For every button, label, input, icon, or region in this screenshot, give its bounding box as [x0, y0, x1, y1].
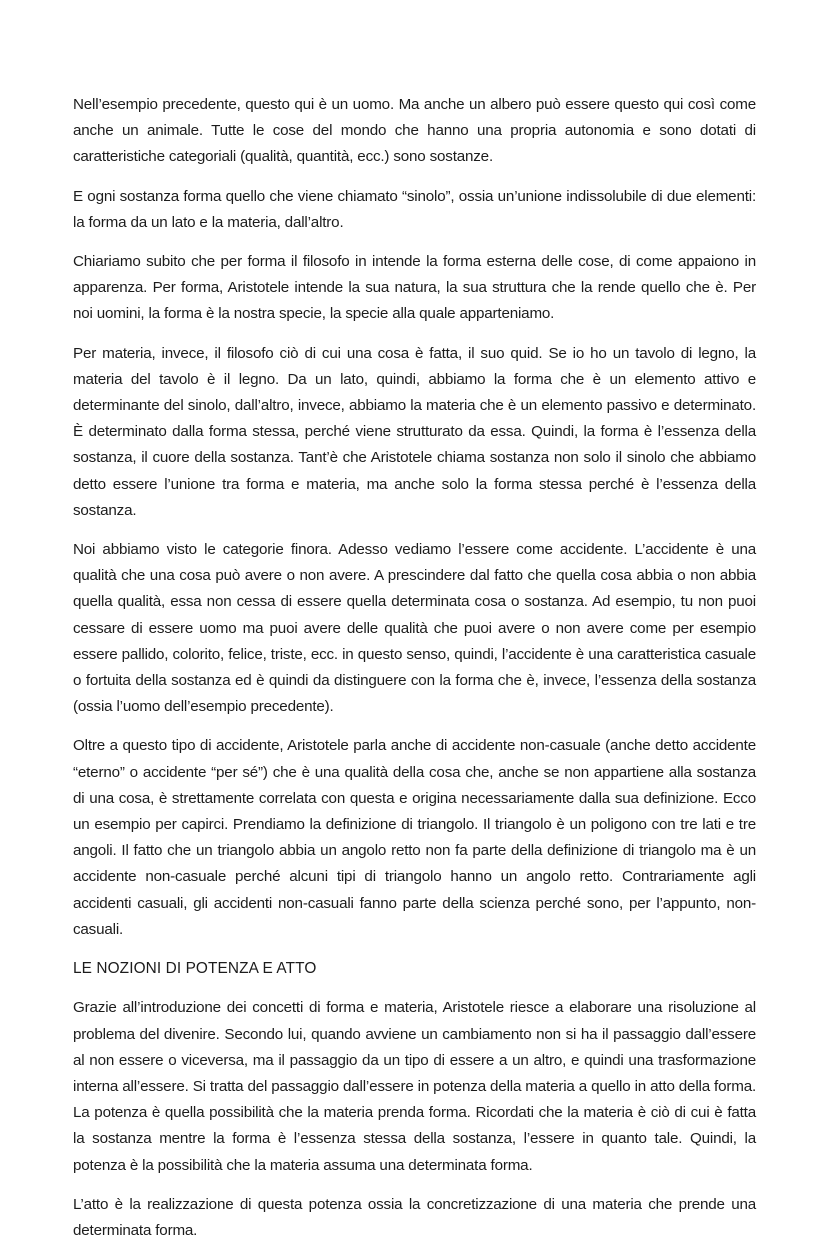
section-heading-potenza-atto: LE NOZIONI DI POTENZA E ATTO [73, 960, 317, 978]
paragraph-sinolo: E ogni sostanza forma quello che viene chiamato “sinolo”, ossia un’unione indissolubile di due elementi: la forma da un lato e la materia, dall’altro. [73, 187, 756, 231]
paragraph-atto: L’atto è la realizzazione di questa potenza ossia la concretizzazione di una materia che prende una determinata forma. [73, 1195, 756, 1239]
paragraph-accidente-non-casuale: Oltre a questo tipo di accidente, Aristotele parla anche di accidente non-casuale (anche detto accidente “eterno” o accidente “per sé”) che è una qualità della cosa che, anche se non appartiene alla sostanza di una cosa, è strettamente correlata con questa e origina necessariamente dalla sua definizione. Ecco un esempio per capirci. Prendiamo la definizione di triangolo. Il triangolo è un poligono con tre lati e tre angoli. Il fatto che un triangolo abbia un angolo retto non fa parte della definizione di triangolo ma è un accidente non-casuale perché alcuni tipi di triangolo hanno un angolo retto. Contrariamente agli accidenti casuali, gli accidenti non-casuali fanno parte della scienza perché sono, per l’appunto, non-casuali. [73, 737, 756, 938]
paragraph-sostanze: Nell’esempio precedente, questo qui è un uomo. Ma anche un albero può essere questo qui così come anche un animale. Tutte le cose del mondo che hanno una propria autonomia e sono dotati di caratteristiche categoriali (qualità, quantità, ecc.) sono sostanze. [73, 96, 756, 166]
paragraph-accidente: Noi abbiamo visto le categorie finora. Adesso vediamo l’essere come accidente. L’accidente è una qualità che una cosa può avere o non avere. A prescindere dal fatto che quella cosa abbia o non abbia quella qualità, essa non cessa di essere quella determinata cosa o sostanza. Ad esempio, tu non puoi cessare di essere uomo ma puoi avere delle qualità che puoi avere o non avere come per esempio essere pallido, colorito, felice, triste, ecc. in questo senso, quindi, l’accidente è una caratteristica casuale o fortuita della sostanza ed è quindi da distinguere con la forma che è, invece, l’essenza della sostanza (ossia l’uomo dell’esempio precedente). [73, 541, 756, 716]
document-text-column [73, 92, 756, 1244]
paragraph-materia: Per materia, invece, il filosofo ciò di cui una cosa è fatta, il suo quid. Se io ho un tavolo di legno, la materia del tavolo è il legno. Da un lato, quindi, abbiamo la forma che è un elemento attivo e determinante del sinolo, dall’altro, invece, abbiamo la materia che è un elemento passivo e determinato. È determinato dalla forma stessa, perché viene strutturato da essa. Quindi, la forma è l’essenza della sostanza, il cuore della sostanza. Tant’è che Aristotele chiama sostanza non solo il sinolo che abbiamo detto essere l’unione tra forma e materia, ma anche solo la forma stessa perché è l’essenza della sostanza. [73, 344, 756, 519]
paragraph-divenire: Grazie all’introduzione dei concetti di forma e materia, Aristotele riesce a elaborare una risoluzione al problema del divenire. Secondo lui, quando avviene un cambiamento non si ha il passaggio dall’essere al non essere o viceversa, ma il passaggio da un tipo di essere a un altro, e quindi una trasformazione interna all’essere. Si tratta del passaggio dall’essere in potenza della materia a quello in atto della forma. La potenza è quella possibilità che la materia prenda forma. Ricordati che la materia è ciò di cui è fatta la sostanza mentre la forma è l’essenza stessa della sostanza, l’essere in quanto tale. Quindi, la potenza è la possibilità che la materia assuma una determinata forma. [73, 999, 756, 1174]
paragraph-forma: Chiariamo subito che per forma il filosofo in intende la forma esterna delle cose, di come appaiono in apparenza. Per forma, Aristotele intende la sua natura, la sua struttura che la rende quello che è. Per noi uomini, la forma è la nostra specie, la specie alla quale apparteniamo. [73, 253, 756, 323]
